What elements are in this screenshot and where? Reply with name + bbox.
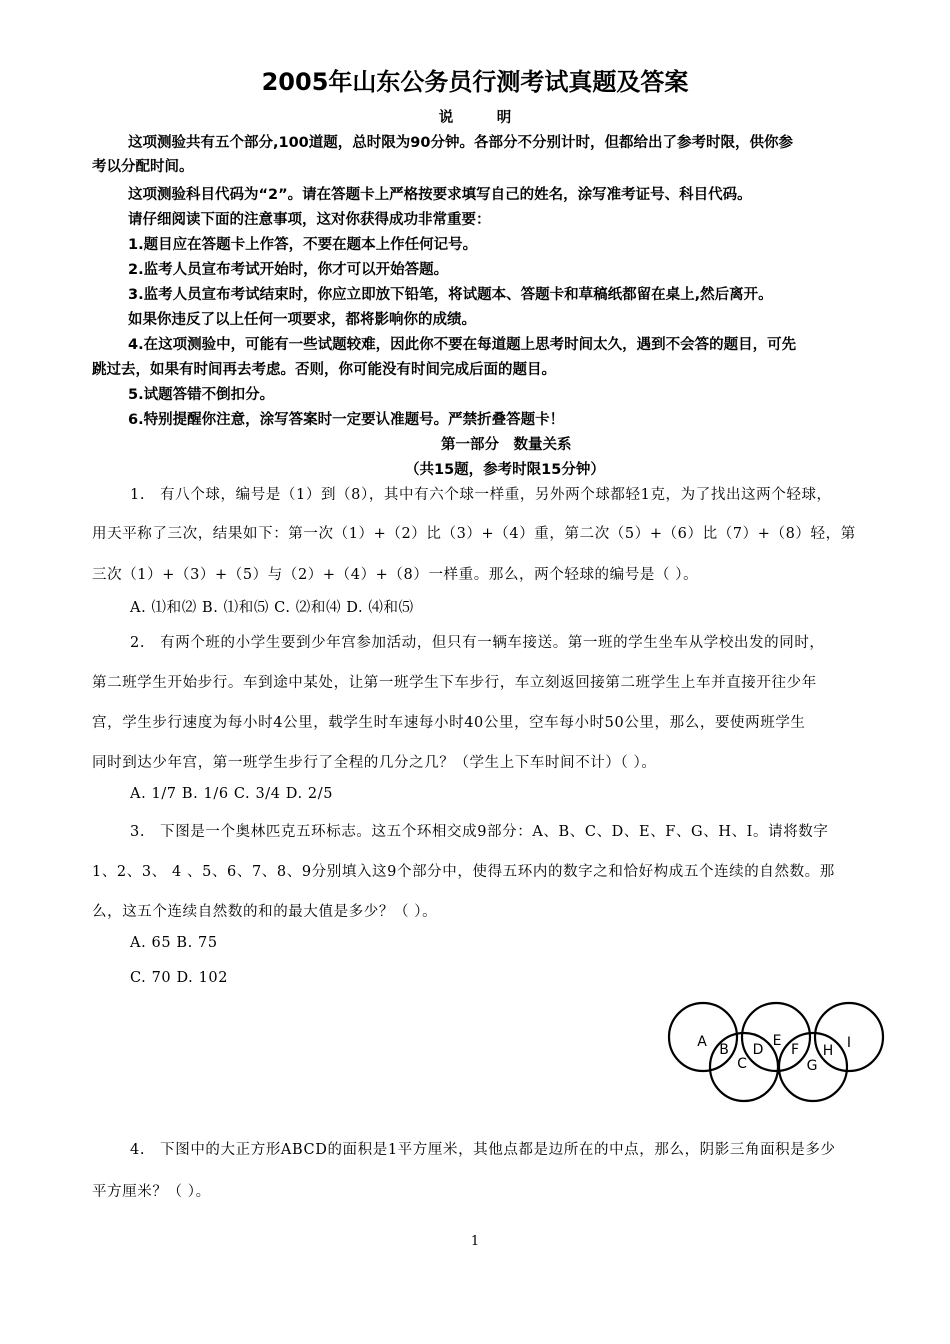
region-label-g: G [806,1058,818,1074]
rule-3: 3.监考人员宣布考试结束时，你应立即放下铅笔，将试题本、答题卡和草稿纸都留在桌上,然后离开。 [128,287,773,303]
q4-line-1: 4. 下图中的大正方形ABCD的面积是1平方厘米，其他点都是边所在的中点，那么，阴影三角面积是多少 [130,1142,836,1158]
region-label-e: E [772,1033,782,1049]
document-title: 2005年山东公务员行测考试真题及答案 [261,68,689,96]
intro-paragraph-1: 这项测验共有五个部分,100道题，总时限为90分钟。各部分不分别计时，但都给出了参考时限，供你参 [128,135,793,151]
region-label-h: H [822,1043,834,1059]
q3-line-1: 3. 下图是一个奥林匹克五环标志。这五个环相交成9部分：A、B、C、D、E、F、G、H、I。请将数字 [130,824,829,840]
q3-options-1: A. 65 B. 75 [130,935,218,951]
intro-paragraph-1-cont: 考以分配时间。 [92,159,194,175]
rule-6: 6.特别提醒你注意，涂写答案时一定要认准题号。严禁折叠答题卡！ [128,412,565,428]
q3-line-2: 1、2、3、 4 、5、6、7、8、9分别填入这9个部分中，使得五环内的数字之和恰好构成五个连续的自然数。那 [92,864,835,880]
rule-4: 4.在这项测验中，可能有一些试题较难，因此你不要在每道题上思考时间太久，遇到不会答的题目，可先 [128,337,797,353]
olympic-rings-figure [665,1000,887,1105]
q3-line-3: 么，这五个连续自然数的和的最大值是多少？（ ）。 [92,904,438,920]
q2-line-4: 同时到达少年宫，第一班学生步行了全程的几分之几？（学生上下车时间不计）（ ）。 [92,755,657,771]
region-label-c: C [737,1056,747,1072]
rule-1: 1.题目应在答题卡上作答，不要在题本上作任何记号。 [128,237,478,253]
rule-2: 2.监考人员宣布考试开始时，你才可以开始答题。 [128,262,449,278]
q3-options-2: C. 70 D. 102 [130,970,229,986]
q2-line-3: 宫，学生步行速度为每小时4公里，载学生时车速每小时40公里，空车每小时50公里，那么，要使两班学生 [92,715,806,731]
q1-line-2: 用天平称了三次，结果如下：第一次（1）+（2）比（3）+（4）重，第二次（5）+（6）比（7）+（8）轻，第 [92,526,856,542]
section-title: 第一部分 数量关系 [441,437,572,453]
intro-paragraph-2: 这项测验科目代码为“2”。请在答题卡上严格按要求填写自己的姓名，涂写准考证号、科目代码。 [128,187,752,203]
intro-paragraph-3: 请仔细阅读下面的注意事项，这对你获得成功非常重要： [128,212,491,228]
region-label-f: F [790,1042,800,1058]
q2-line-1: 2. 有两个班的小学生要到少年宫参加活动，但只有一辆车接送。第一班的学生坐车从学校出发的同时， [130,635,825,651]
section-info: （共15题，参考时限15分钟） [405,462,605,478]
region-label-d: D [752,1042,764,1058]
q4-line-2: 平方厘米？（ ）。 [92,1184,211,1200]
q1-options: A. ⑴和⑵ B. ⑴和⑸ C. ⑵和⑷ D. ⑷和⑸ [130,600,414,616]
q2-line-2: 第二班学生开始步行。车到途中某处，让第一班学生下车步行，车立刻返回接第二班学生上车并直接开往少年 [92,675,817,691]
region-label-a: A [697,1034,707,1050]
rule-3-note: 如果你违反了以上任何一项要求，都将影响你的成绩。 [128,312,476,328]
region-label-b: B [719,1042,729,1058]
rule-4-cont: 跳过去，如果有时间再去考虑。否则，你可能没有时间完成后面的题目。 [92,362,556,378]
rule-5: 5.试题答错不倒扣分。 [128,387,275,403]
q2-options: A. 1/7 B. 1/6 C. 3/4 D. 2/5 [130,786,334,802]
q1-line-3: 三次（1）+（3）+（5）与（2）+（4）+（8）一样重。那么，两个轻球的编号是（ ）。 [92,567,699,583]
region-label-i: I [846,1035,852,1051]
instructions-heading: 说 明 [438,110,512,126]
page-number: 1 [470,1234,480,1249]
q1-line-1: 1. 有八个球，编号是（1）到（8），其中有六个球一样重，另外两个球都轻1克，为了找出这两个轻球， [130,487,832,503]
